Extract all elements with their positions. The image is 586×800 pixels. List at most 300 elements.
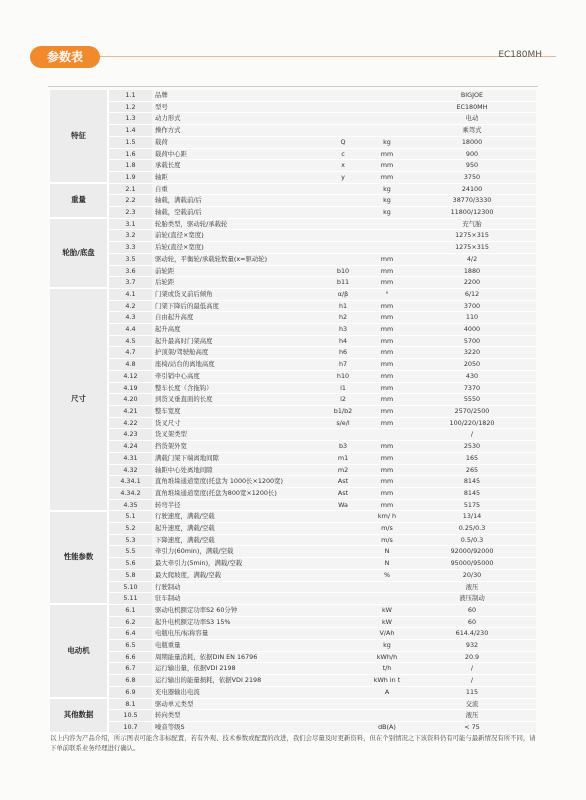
spec-number: 1.5 <box>108 136 152 148</box>
spec-row <box>50 616 536 628</box>
spec-value: 液压 <box>408 710 536 722</box>
spec-number: 5.6 <box>108 558 152 570</box>
spec-unit: mm <box>366 487 408 499</box>
spec-unit: N <box>366 558 408 570</box>
spec-unit: % <box>366 569 408 581</box>
spec-number: 2.3 <box>108 207 152 219</box>
spec-row <box>50 242 536 254</box>
spec-number: 1.6 <box>108 148 152 160</box>
spec-number: 6.5 <box>108 640 152 652</box>
spec-number: 4.23 <box>108 429 152 441</box>
spec-symbol: Ast <box>320 476 366 488</box>
spec-symbol: h3 <box>320 324 366 336</box>
spec-unit: mm <box>366 464 408 476</box>
spec-value: 92000/92000 <box>408 546 536 558</box>
spec-unit <box>366 698 408 710</box>
spec-value: 0.25/0.3 <box>408 523 536 535</box>
spec-row <box>50 663 536 675</box>
spec-symbol <box>320 230 366 242</box>
spec-name: 轴距中心处离地间隙 <box>152 464 320 476</box>
spec-unit: mm <box>366 253 408 265</box>
spec-value: 11800/12300 <box>408 207 536 219</box>
spec-unit: dB(A) <box>366 721 408 733</box>
spec-row <box>50 581 536 593</box>
spec-symbol: m1 <box>320 452 366 464</box>
spec-unit: mm <box>366 359 408 371</box>
spec-name: 牵引销中心高度 <box>152 370 320 382</box>
spec-unit: m/s <box>366 523 408 535</box>
spec-symbol <box>320 125 366 137</box>
spec-value: 0.5/0.3 <box>408 534 536 546</box>
spec-unit: ° <box>366 288 408 300</box>
spec-name: 到货叉垂直面的长度 <box>152 394 320 406</box>
spec-number: 4.5 <box>108 335 152 347</box>
spec-value: / <box>408 429 536 441</box>
spec-unit: mm <box>366 370 408 382</box>
spec-number: 4.3 <box>108 312 152 324</box>
spec-number: 3.1 <box>108 218 152 230</box>
spec-number: 2.2 <box>108 195 152 207</box>
spec-symbol <box>320 686 366 698</box>
spec-row <box>50 207 536 219</box>
spec-row <box>50 101 536 113</box>
spec-name: 最大爬坡度，满载/空载 <box>152 569 320 581</box>
spec-value: 8145 <box>408 487 536 499</box>
spec-row <box>50 476 536 488</box>
spec-number: 3.3 <box>108 242 152 254</box>
spec-number: 4.32 <box>108 464 152 476</box>
spec-name: 后轮(直径×宽度) <box>152 242 320 254</box>
spec-number: 4.34.2 <box>108 487 152 499</box>
spec-unit <box>366 429 408 441</box>
spec-row <box>50 324 536 336</box>
spec-row <box>50 253 536 265</box>
category-label: 其他数据 <box>50 698 108 733</box>
spec-symbol <box>320 710 366 722</box>
spec-row <box>50 136 536 148</box>
spec-row <box>50 534 536 546</box>
spec-name: 整车宽度 <box>152 405 320 417</box>
spec-name: 下降速度，满载/空载 <box>152 534 320 546</box>
spec-name: 载荷中心距 <box>152 148 320 160</box>
spec-symbol <box>320 113 366 125</box>
spec-name: 货叉架类型 <box>152 429 320 441</box>
spec-name: 轴载，满载前/后 <box>152 195 320 207</box>
spec-row <box>50 487 536 499</box>
spec-value: 3750 <box>408 171 536 183</box>
spec-value: 4/2 <box>408 253 536 265</box>
spec-row <box>50 113 536 125</box>
spec-symbol: h7 <box>320 359 366 371</box>
spec-value: 交流 <box>408 698 536 710</box>
spec-row <box>50 265 536 277</box>
category-label: 轮胎/底盘 <box>50 218 108 288</box>
spec-name: 充电器输出电流 <box>152 686 320 698</box>
spec-unit: mm <box>366 265 408 277</box>
spec-unit: mm <box>366 347 408 359</box>
spec-value: 100/220/1820 <box>408 417 536 429</box>
spec-unit <box>366 710 408 722</box>
spec-unit: kW <box>366 604 408 616</box>
spec-name: 电瓶重量 <box>152 640 320 652</box>
spec-value: 115 <box>408 686 536 698</box>
category-label: 重量 <box>50 183 108 218</box>
spec-row <box>50 417 536 429</box>
spec-value: 乘驾式 <box>408 125 536 137</box>
spec-unit <box>366 593 408 605</box>
spec-value: 60 <box>408 604 536 616</box>
spec-symbol: Wa <box>320 499 366 511</box>
spec-row <box>50 277 536 289</box>
spec-name: 驱动轮，平衡轮/承载轮数量(x=驱动轮) <box>152 253 320 265</box>
spec-name: 前轮距 <box>152 265 320 277</box>
header-divider <box>30 56 556 57</box>
spec-number: 4.22 <box>108 417 152 429</box>
spec-number: 10.5 <box>108 710 152 722</box>
spec-symbol <box>320 651 366 663</box>
spec-name: 行驶速度，满载/空载 <box>152 511 320 523</box>
spec-name: 后轮距 <box>152 277 320 289</box>
spec-symbol <box>320 429 366 441</box>
spec-number: 4.24 <box>108 441 152 453</box>
spec-symbol: s/e/l <box>320 417 366 429</box>
table-top-rule <box>48 86 538 87</box>
spec-value: 8145 <box>408 476 536 488</box>
spec-value: 20/30 <box>408 569 536 581</box>
spec-name: 动力形式 <box>152 113 320 125</box>
spec-symbol: α/β <box>320 288 366 300</box>
spec-row <box>50 523 536 535</box>
spec-row <box>50 710 536 722</box>
spec-symbol: b1/b2 <box>320 405 366 417</box>
spec-number: 4.4 <box>108 324 152 336</box>
spec-row <box>50 441 536 453</box>
spec-symbol <box>320 640 366 652</box>
spec-row <box>50 312 536 324</box>
spec-value: 24100 <box>408 183 536 195</box>
spec-symbol <box>320 721 366 733</box>
spec-number: 4.20 <box>108 394 152 406</box>
spec-row <box>50 675 536 687</box>
spec-value: < 75 <box>408 721 536 733</box>
spec-number: 5.8 <box>108 569 152 581</box>
spec-number: 4.31 <box>108 452 152 464</box>
spec-row <box>50 195 536 207</box>
spec-symbol <box>320 511 366 523</box>
section-title-badge: 参数表 <box>30 46 100 68</box>
spec-symbol <box>320 546 366 558</box>
spec-value: 4000 <box>408 324 536 336</box>
spec-number: 1.1 <box>108 90 152 101</box>
spec-symbol: b10 <box>320 265 366 277</box>
spec-row <box>50 171 536 183</box>
spec-name: 轮胎类型，驱动轮/承载轮 <box>152 218 320 230</box>
spec-unit <box>366 113 408 125</box>
spec-name: 型号 <box>152 101 320 113</box>
spec-number: 1.4 <box>108 125 152 137</box>
spec-value: 5700 <box>408 335 536 347</box>
spec-unit: mm <box>366 160 408 172</box>
spec-row <box>50 464 536 476</box>
spec-unit: mm <box>366 417 408 429</box>
spec-value: 95000/95000 <box>408 558 536 570</box>
spec-number: 3.7 <box>108 277 152 289</box>
spec-name: 直角堆垛通道宽度(托盘为800宽×1200长) <box>152 487 320 499</box>
spec-unit <box>366 230 408 242</box>
spec-symbol <box>320 698 366 710</box>
spec-number: 6.8 <box>108 675 152 687</box>
spec-symbol <box>320 558 366 570</box>
spec-unit: A <box>366 686 408 698</box>
spec-value: 20.9 <box>408 651 536 663</box>
spec-name: 直角堆垛通道宽度(托盘为 1000长×1200宽) <box>152 476 320 488</box>
spec-value: EC180MH <box>408 101 536 113</box>
spec-name: 挡货架外宽 <box>152 441 320 453</box>
spec-unit: mm <box>366 382 408 394</box>
spec-name: 载荷 <box>152 136 320 148</box>
spec-symbol <box>320 675 366 687</box>
spec-unit: mm <box>366 171 408 183</box>
spec-unit: mm <box>366 394 408 406</box>
spec-name: 运行输出的能量损耗，依据VDI 2198 <box>152 675 320 687</box>
spec-row <box>50 651 536 663</box>
spec-number: 4.34.1 <box>108 476 152 488</box>
spec-value: 液压 <box>408 581 536 593</box>
spec-value: 1275×315 <box>408 230 536 242</box>
spec-value: 1275×315 <box>408 242 536 254</box>
spec-symbol: c <box>320 148 366 160</box>
spec-row <box>50 593 536 605</box>
spec-number: 6.7 <box>108 663 152 675</box>
spec-value: 950 <box>408 160 536 172</box>
spec-unit: mm <box>366 499 408 511</box>
spec-name: 品牌 <box>152 90 320 101</box>
model-label: EC180MH <box>498 50 542 60</box>
spec-number: 4.1 <box>108 288 152 300</box>
spec-number: 1.9 <box>108 171 152 183</box>
spec-value: 充气胎 <box>408 218 536 230</box>
spec-unit: N <box>366 546 408 558</box>
spec-symbol: h6 <box>320 347 366 359</box>
spec-number: 4.2 <box>108 300 152 312</box>
spec-name: 起升高度 <box>152 324 320 336</box>
spec-number: 3.2 <box>108 230 152 242</box>
spec-row <box>50 125 536 137</box>
spec-row <box>50 686 536 698</box>
spec-value: 7370 <box>408 382 536 394</box>
spec-number: 10.7 <box>108 721 152 733</box>
spec-row <box>50 721 536 733</box>
spec-value: 265 <box>408 464 536 476</box>
spec-number: 2.1 <box>108 183 152 195</box>
spec-row <box>50 359 536 371</box>
spec-row <box>50 499 536 511</box>
spec-number: 4.21 <box>108 405 152 417</box>
spec-row <box>50 429 536 441</box>
spec-name: 自由起升高度 <box>152 312 320 324</box>
spec-name: 承载长度 <box>152 160 320 172</box>
spec-row <box>50 405 536 417</box>
spec-number: 4.12 <box>108 370 152 382</box>
spec-row <box>50 370 536 382</box>
category-label: 电动机 <box>50 604 108 698</box>
spec-value: 2530 <box>408 441 536 453</box>
spec-number: 3.6 <box>108 265 152 277</box>
spec-name: 驱动电机额定功率S2 60分钟 <box>152 604 320 616</box>
spec-value: 1880 <box>408 265 536 277</box>
spec-row <box>50 452 536 464</box>
spec-name: 行驶制动 <box>152 581 320 593</box>
footnote: 以上内容为产品介绍，所示图表可能含非标配置，若有外观、技术参数或配置的改进，我们会尽量及时更新资料，但在个别情况之下该资料仍有可能与最新情况有所不同，请下单前联系业务经理进行确认。 <box>50 734 536 752</box>
spec-value: 38770/3330 <box>408 195 536 207</box>
spec-row <box>50 160 536 172</box>
spec-name: 护顶架/驾驶舱高度 <box>152 347 320 359</box>
spec-symbol: l1 <box>320 382 366 394</box>
spec-unit <box>366 90 408 101</box>
spec-symbol <box>320 207 366 219</box>
spec-symbol: x <box>320 160 366 172</box>
spec-unit: kW <box>366 616 408 628</box>
spec-row <box>50 604 536 616</box>
spec-unit: mm <box>366 300 408 312</box>
spec-unit: kg <box>366 640 408 652</box>
spec-unit: kg <box>366 207 408 219</box>
spec-symbol <box>320 253 366 265</box>
spec-value: BIGJOE <box>408 90 536 101</box>
spec-name: 驱动单元类型 <box>152 698 320 710</box>
spec-value: 165 <box>408 452 536 464</box>
spec-unit <box>366 101 408 113</box>
spec-row <box>50 90 536 101</box>
spec-name: 驻车制动 <box>152 593 320 605</box>
spec-name: 牵引力(60min)，满载/空载 <box>152 546 320 558</box>
spec-name: 起升最高时门架高度 <box>152 335 320 347</box>
spec-row <box>50 511 536 523</box>
spec-name: 货叉尺寸 <box>152 417 320 429</box>
category-label: 尺寸 <box>50 288 108 510</box>
spec-unit: kg <box>366 183 408 195</box>
spec-value: / <box>408 663 536 675</box>
spec-value: 2570/2500 <box>408 405 536 417</box>
spec-name: 最大牵引力(5min)，满载/空载 <box>152 558 320 570</box>
spec-unit: km/ h <box>366 511 408 523</box>
spec-name: 满载门架下端离地间隙 <box>152 452 320 464</box>
spec-symbol <box>320 663 366 675</box>
spec-symbol <box>320 90 366 101</box>
spec-name: 噪音等级S <box>152 721 320 733</box>
spec-number: 8.1 <box>108 698 152 710</box>
spec-row <box>50 640 536 652</box>
spec-value: 电动 <box>408 113 536 125</box>
spec-number: 1.3 <box>108 113 152 125</box>
spec-unit <box>366 218 408 230</box>
spec-number: 4.8 <box>108 359 152 371</box>
spec-value: 900 <box>408 148 536 160</box>
spec-value: 5550 <box>408 394 536 406</box>
spec-unit <box>366 125 408 137</box>
spec-number: 6.4 <box>108 628 152 640</box>
spec-unit: V/Ah <box>366 628 408 640</box>
spec-row <box>50 347 536 359</box>
spec-symbol <box>320 534 366 546</box>
spec-unit: mm <box>366 441 408 453</box>
spec-value: 2200 <box>408 277 536 289</box>
spec-number: 4.35 <box>108 499 152 511</box>
spec-name: 门架下降后的最低高度 <box>152 300 320 312</box>
spec-symbol <box>320 581 366 593</box>
spec-row <box>50 300 536 312</box>
spec-number: 5.3 <box>108 534 152 546</box>
category-label: 特征 <box>50 90 108 183</box>
page-header <box>0 38 586 74</box>
spec-number: 5.11 <box>108 593 152 605</box>
spec-symbol: l2 <box>320 394 366 406</box>
spec-value: 614.4/230 <box>408 628 536 640</box>
spec-name: 起升速度，满载/空载 <box>152 523 320 535</box>
spec-symbol <box>320 195 366 207</box>
spec-symbol: h10 <box>320 370 366 382</box>
spec-value: 液压制动 <box>408 593 536 605</box>
spec-symbol <box>320 183 366 195</box>
spec-name: 轴距 <box>152 171 320 183</box>
spec-row <box>50 569 536 581</box>
spec-number: 6.9 <box>108 686 152 698</box>
spec-symbol <box>320 604 366 616</box>
spec-value: 18000 <box>408 136 536 148</box>
spec-number: 4.7 <box>108 347 152 359</box>
spec-value: 60 <box>408 616 536 628</box>
spec-number: 5.2 <box>108 523 152 535</box>
spec-name: 自重 <box>152 183 320 195</box>
spec-unit: t/h <box>366 663 408 675</box>
spec-unit: mm <box>366 476 408 488</box>
spec-row <box>50 382 536 394</box>
spec-table <box>50 90 536 734</box>
spec-symbol: h1 <box>320 300 366 312</box>
spec-symbol: y <box>320 171 366 183</box>
spec-number: 4.19 <box>108 382 152 394</box>
spec-value: 430 <box>408 370 536 382</box>
spec-name: 周期能量消耗，依据DIN EN 16796 <box>152 651 320 663</box>
spec-symbol: b11 <box>320 277 366 289</box>
spec-number: 1.8 <box>108 160 152 172</box>
spec-name: 运行输出量，依据VDI 2198 <box>152 663 320 675</box>
spec-unit: mm <box>366 148 408 160</box>
spec-row <box>50 698 536 710</box>
spec-symbol <box>320 616 366 628</box>
spec-number: 6.1 <box>108 604 152 616</box>
spec-row <box>50 183 536 195</box>
spec-number: 3.5 <box>108 253 152 265</box>
spec-unit: mm <box>366 312 408 324</box>
spec-number: 5.1 <box>108 511 152 523</box>
spec-row <box>50 148 536 160</box>
spec-unit: mm <box>366 335 408 347</box>
spec-symbol: Ast <box>320 487 366 499</box>
spec-unit: kWh in t <box>366 675 408 687</box>
spec-value: 932 <box>408 640 536 652</box>
spec-name: 转向类型 <box>152 710 320 722</box>
spec-name: 操作方式 <box>152 125 320 137</box>
spec-unit: mm <box>366 277 408 289</box>
spec-name: 座椅/站台的离地高度 <box>152 359 320 371</box>
category-label: 性能参数 <box>50 511 108 605</box>
spec-number: 6.2 <box>108 616 152 628</box>
spec-name: 起升电机额定功率S3 15% <box>152 616 320 628</box>
spec-value: 2050 <box>408 359 536 371</box>
spec-name: 电瓶电压/标称容量 <box>152 628 320 640</box>
spec-row <box>50 546 536 558</box>
